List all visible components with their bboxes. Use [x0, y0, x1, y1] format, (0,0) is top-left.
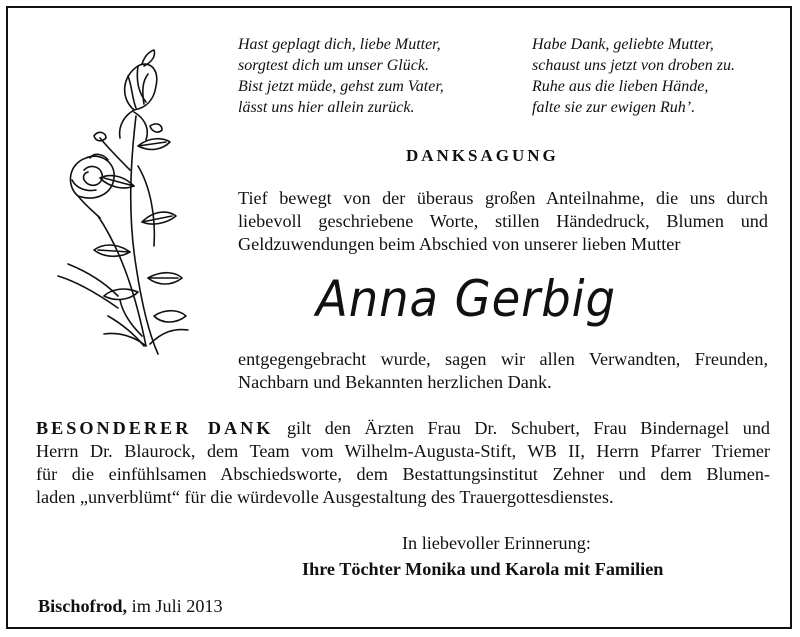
poem-line: lässt uns hier allein zurück. [238, 99, 415, 116]
obituary-notice [6, 6, 792, 629]
special-thanks-label: BESONDERER DANK [36, 418, 274, 438]
poem-line: Bist jetzt müde, gehst zum Vater, [238, 78, 444, 95]
poem-line: schaust uns jetzt von droben zu. [532, 57, 735, 74]
poem-line: sorgtest dich um unser Glück. [238, 57, 429, 74]
text-line: liebevoll geschriebene Worte, stillen Händedruck, Blumen und [238, 211, 768, 231]
thanks-paragraph [238, 348, 768, 394]
poem-line: falte sie zur ewigen Ruh’. [532, 99, 696, 116]
text-line: laden „unverblümt“ für die würdevolle Ausgestaltung des Trauergottesdienstes. [36, 487, 614, 507]
heading-danksagung: DANKSAGUNG [406, 146, 559, 165]
closing-phrase: In liebevoller Erinnerung: [402, 533, 591, 553]
date: im Juli 2013 [127, 596, 223, 616]
text-line: Nachbarn und Bekannten herzlichen Dank. [238, 372, 552, 392]
place: Bischofrod, [38, 596, 128, 616]
deceased-name: Anna Gerbig [316, 270, 616, 328]
place-date [38, 596, 223, 617]
text-line [36, 417, 770, 440]
poem-left [238, 34, 444, 118]
text-line: für die einfühlsamen Abschiedsworte, dem Bestattungsinstitut Zehner und dem Blumen- [36, 464, 770, 484]
poem-line: Hast geplagt dich, liebe Mutter, [238, 36, 441, 53]
poem-line: Habe Dank, geliebte Mutter, [532, 36, 714, 53]
special-thanks-paragraph [36, 417, 770, 509]
poem-right [532, 34, 735, 118]
rose-illustration [38, 46, 198, 358]
poem-line: Ruhe aus die lieben Hände, [532, 78, 709, 95]
text-line: Tief bewegt von der überaus großen Anteilnahme, die uns durch [238, 188, 768, 208]
text-line: entgegengebracht wurde, sagen wir allen Verwandten, Freunden, [238, 349, 768, 369]
text-fragment: gilt den Ärzten Frau Dr. Schubert, Frau Bindernagel und [273, 418, 771, 438]
intro-paragraph [238, 187, 768, 256]
signature: Ihre Töchter Monika und Karola mit Familien [302, 559, 664, 579]
text-line: Geldzuwendungen beim Abschied von unserer lieben Mutter [238, 234, 681, 254]
text-line: Herrn Dr. Blaurock, dem Team vom Wilhelm-Augusta-Stift, WB II, Herrn Pfarrer Triemer [36, 441, 770, 461]
